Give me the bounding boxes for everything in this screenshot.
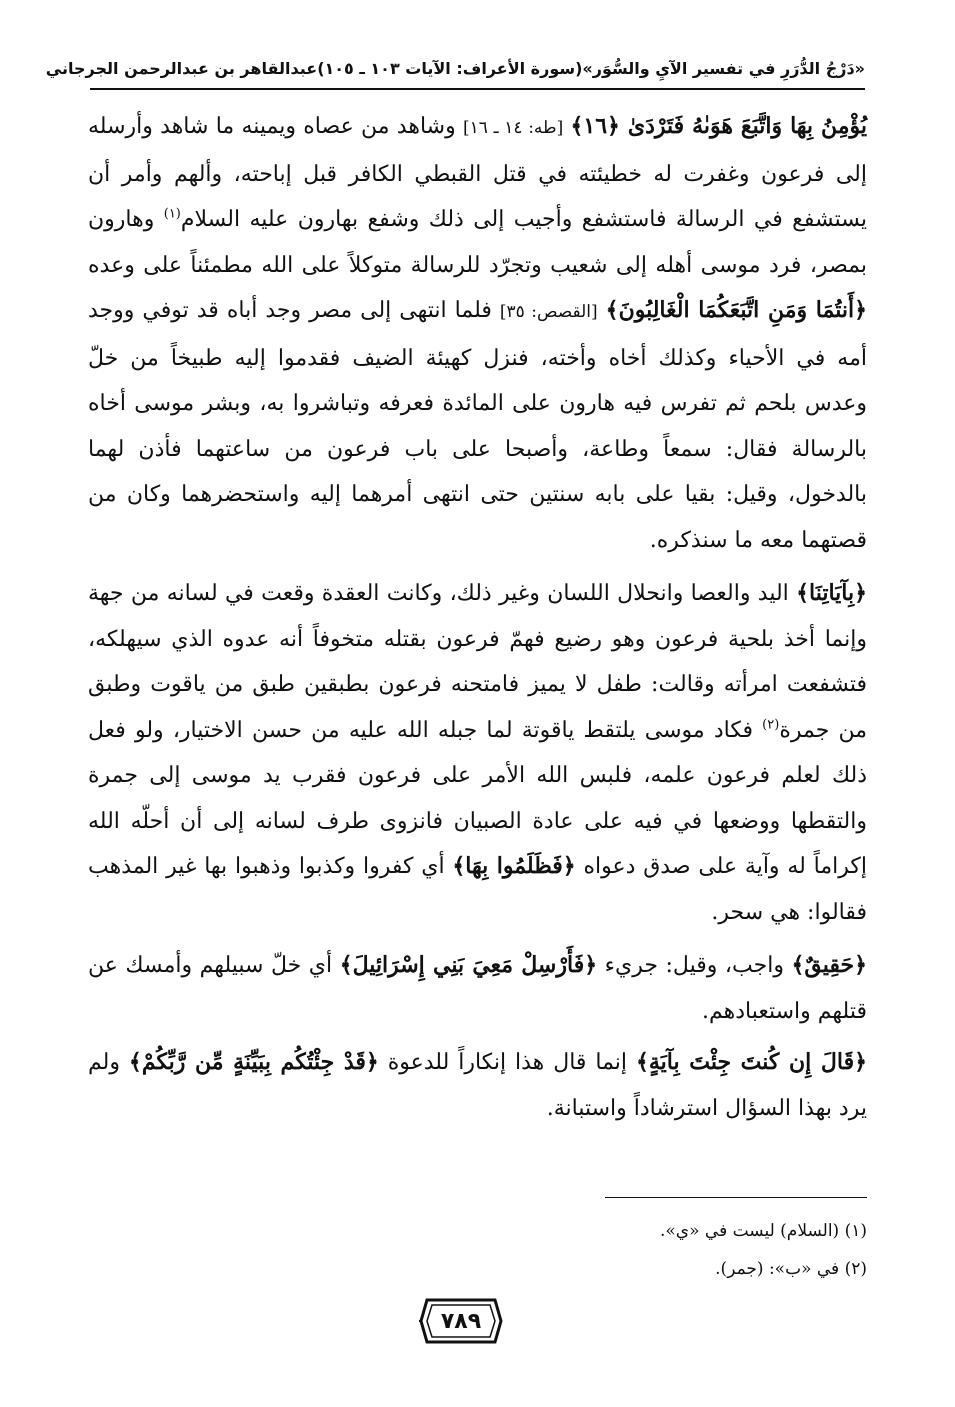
quran-quote: ﴿فَظَلَمُوا بِهَا﴾ bbox=[452, 853, 576, 879]
paragraph-text: واجب، وقيل: جريء bbox=[597, 953, 792, 978]
footnote-marker: (٢) bbox=[762, 717, 780, 733]
quran-quote: يُؤْمِنُ بِهَا وَاتَّبَعَ هَوَىٰهُ فَتَرْدَىٰ ﴿١٦﴾ bbox=[570, 113, 868, 139]
book-title: «دَرْجُ الدُّرَرِ في تفسير الآيِ والسُّوَر» bbox=[582, 58, 865, 78]
paragraph-text: وشاهد من عصاه ويمينه ما شاهد وأرسله إلى فرعون وغفرت له خطيئته في قتل القبطي الكافر قبل إباحته، وألهم وأمر أن يستشفع في الرسالة فاستشفع وأجيب إلى ذلك وشفع بهارون عليه السلام bbox=[88, 114, 867, 232]
paragraph-3 bbox=[88, 943, 867, 1034]
quran-quote: ﴿قَالَ إِن كُنتَ جِئْتَ بِآيَةٍ﴾ bbox=[635, 1049, 867, 1075]
paragraph-text: وهارون بمصر، فرد موسى أهله إلى شعيب وتجرّد للرسالة متوكلاً على الله مطمئناً على وعده bbox=[88, 207, 867, 278]
quran-quote: ﴿أَنتُمَا وَمَنِ اتَّبَعَكُمَا الْغَالِبُونَ﴾ bbox=[605, 297, 867, 323]
footnote-divider bbox=[605, 1197, 867, 1198]
verse-reference: [طه: ١٤ ـ ١٦] bbox=[462, 118, 564, 138]
footnote-1: (١) (السلام) ليست في «ي». bbox=[659, 1221, 867, 1241]
verse-reference: [القصص: ٣٥] bbox=[499, 302, 598, 322]
paragraph-text: اليد والعصا وانحلال اللسان وغير ذلك، وكانت العقدة وقعت في لسانه من جهة وإنما أخذ بلحية فرعون وهو رضيع فهمّ فرعون بقتله متخوفاً أنه عدوه الذي سيهلكه، فتشفعت امرأته وقالت: طفل لا يميز فامتحنه فرعون بطبقين طبق من ياقوت وطبق من جمرة bbox=[88, 581, 868, 743]
page-number-ornament bbox=[419, 1296, 503, 1346]
paragraph-text: أي كفروا وكذبوا وذهبوا بها غير المذهب فقالوا: هي سحر. bbox=[88, 854, 867, 925]
paragraph-1 bbox=[88, 104, 867, 563]
paragraph-text: ولم يرد بهذا السؤال استرشاداً واستبانة. bbox=[88, 1050, 867, 1121]
paragraph-4 bbox=[88, 1040, 867, 1131]
footnote-2: (٢) في «ب»: (جمر). bbox=[715, 1259, 867, 1279]
paragraph-2 bbox=[88, 571, 867, 935]
page-number: ٧٨٩ bbox=[440, 1308, 482, 1334]
quran-quote: ﴿بِآيَاتِنَا﴾ bbox=[796, 580, 867, 606]
author-name: عبدالقاهر بن عبدالرحمن الجرجاني bbox=[45, 58, 318, 78]
running-header bbox=[45, 48, 865, 90]
paragraph-text: أي خلّ سبيلهم وأمسك عن قتلهم واستعبادهم. bbox=[88, 953, 867, 1024]
surah-range: (سورة الأعراف: الآيات ١٠٣ ـ ١٠٥) bbox=[317, 58, 583, 78]
footnotes bbox=[300, 1212, 867, 1288]
quran-quote: ﴿قَدْ جِئْتُكُم بِبَيِّنَةٍ مِّن رَّبِّكُمْ﴾ bbox=[128, 1049, 379, 1075]
quran-quote: ﴿فَأَرْسِلْ مَعِيَ بَنِي إِسْرَائِيلَ﴾ bbox=[339, 952, 598, 978]
quran-quote: ﴿حَقِيقٌ﴾ bbox=[791, 952, 868, 978]
paragraph-text: فلما انتهى إلى مصر وجد أباه قد توفي ووجد أمه في الأحياء وكذلك أخاه وأخته، فنزل كهيئة الضيف فقدموا إليه طبيخاً من خلّ وعدس بلحم ثم تفرس فيه هارون على المائدة فعرفه وتباشروا به، وبشر موسى أخاه بالرسالة فقال: سمعاً وطاعة، وأصبحا على باب فرعون من ساعتهما فأذن لهما بالدخول، وقيل: بقيا على بابه سنتين حتى انتهى أمرهما إليه واستحضرهما وكان من قصتهما معه ما سنذكره. bbox=[88, 298, 867, 553]
main-text bbox=[88, 104, 867, 1131]
paragraph-text: فكاد موسى يلتقط ياقوتة لما جبله الله عليه من حسن الاختيار، ولو فعل ذلك لعلم فرعون علمه، فلبس الله الأمر على فرعون فقرب يد موسى إلى جمرة والتقطها ووضعها في فيه على عادة الصبيان فانزوى طرف لسانه إلى أن أحلّه الله إكراماً له وآية على صدق دعواه bbox=[88, 717, 867, 879]
footnote-marker: (١) bbox=[163, 206, 181, 222]
paragraph-text: إنما قال هذا إنكاراً للدعوة bbox=[378, 1050, 636, 1075]
